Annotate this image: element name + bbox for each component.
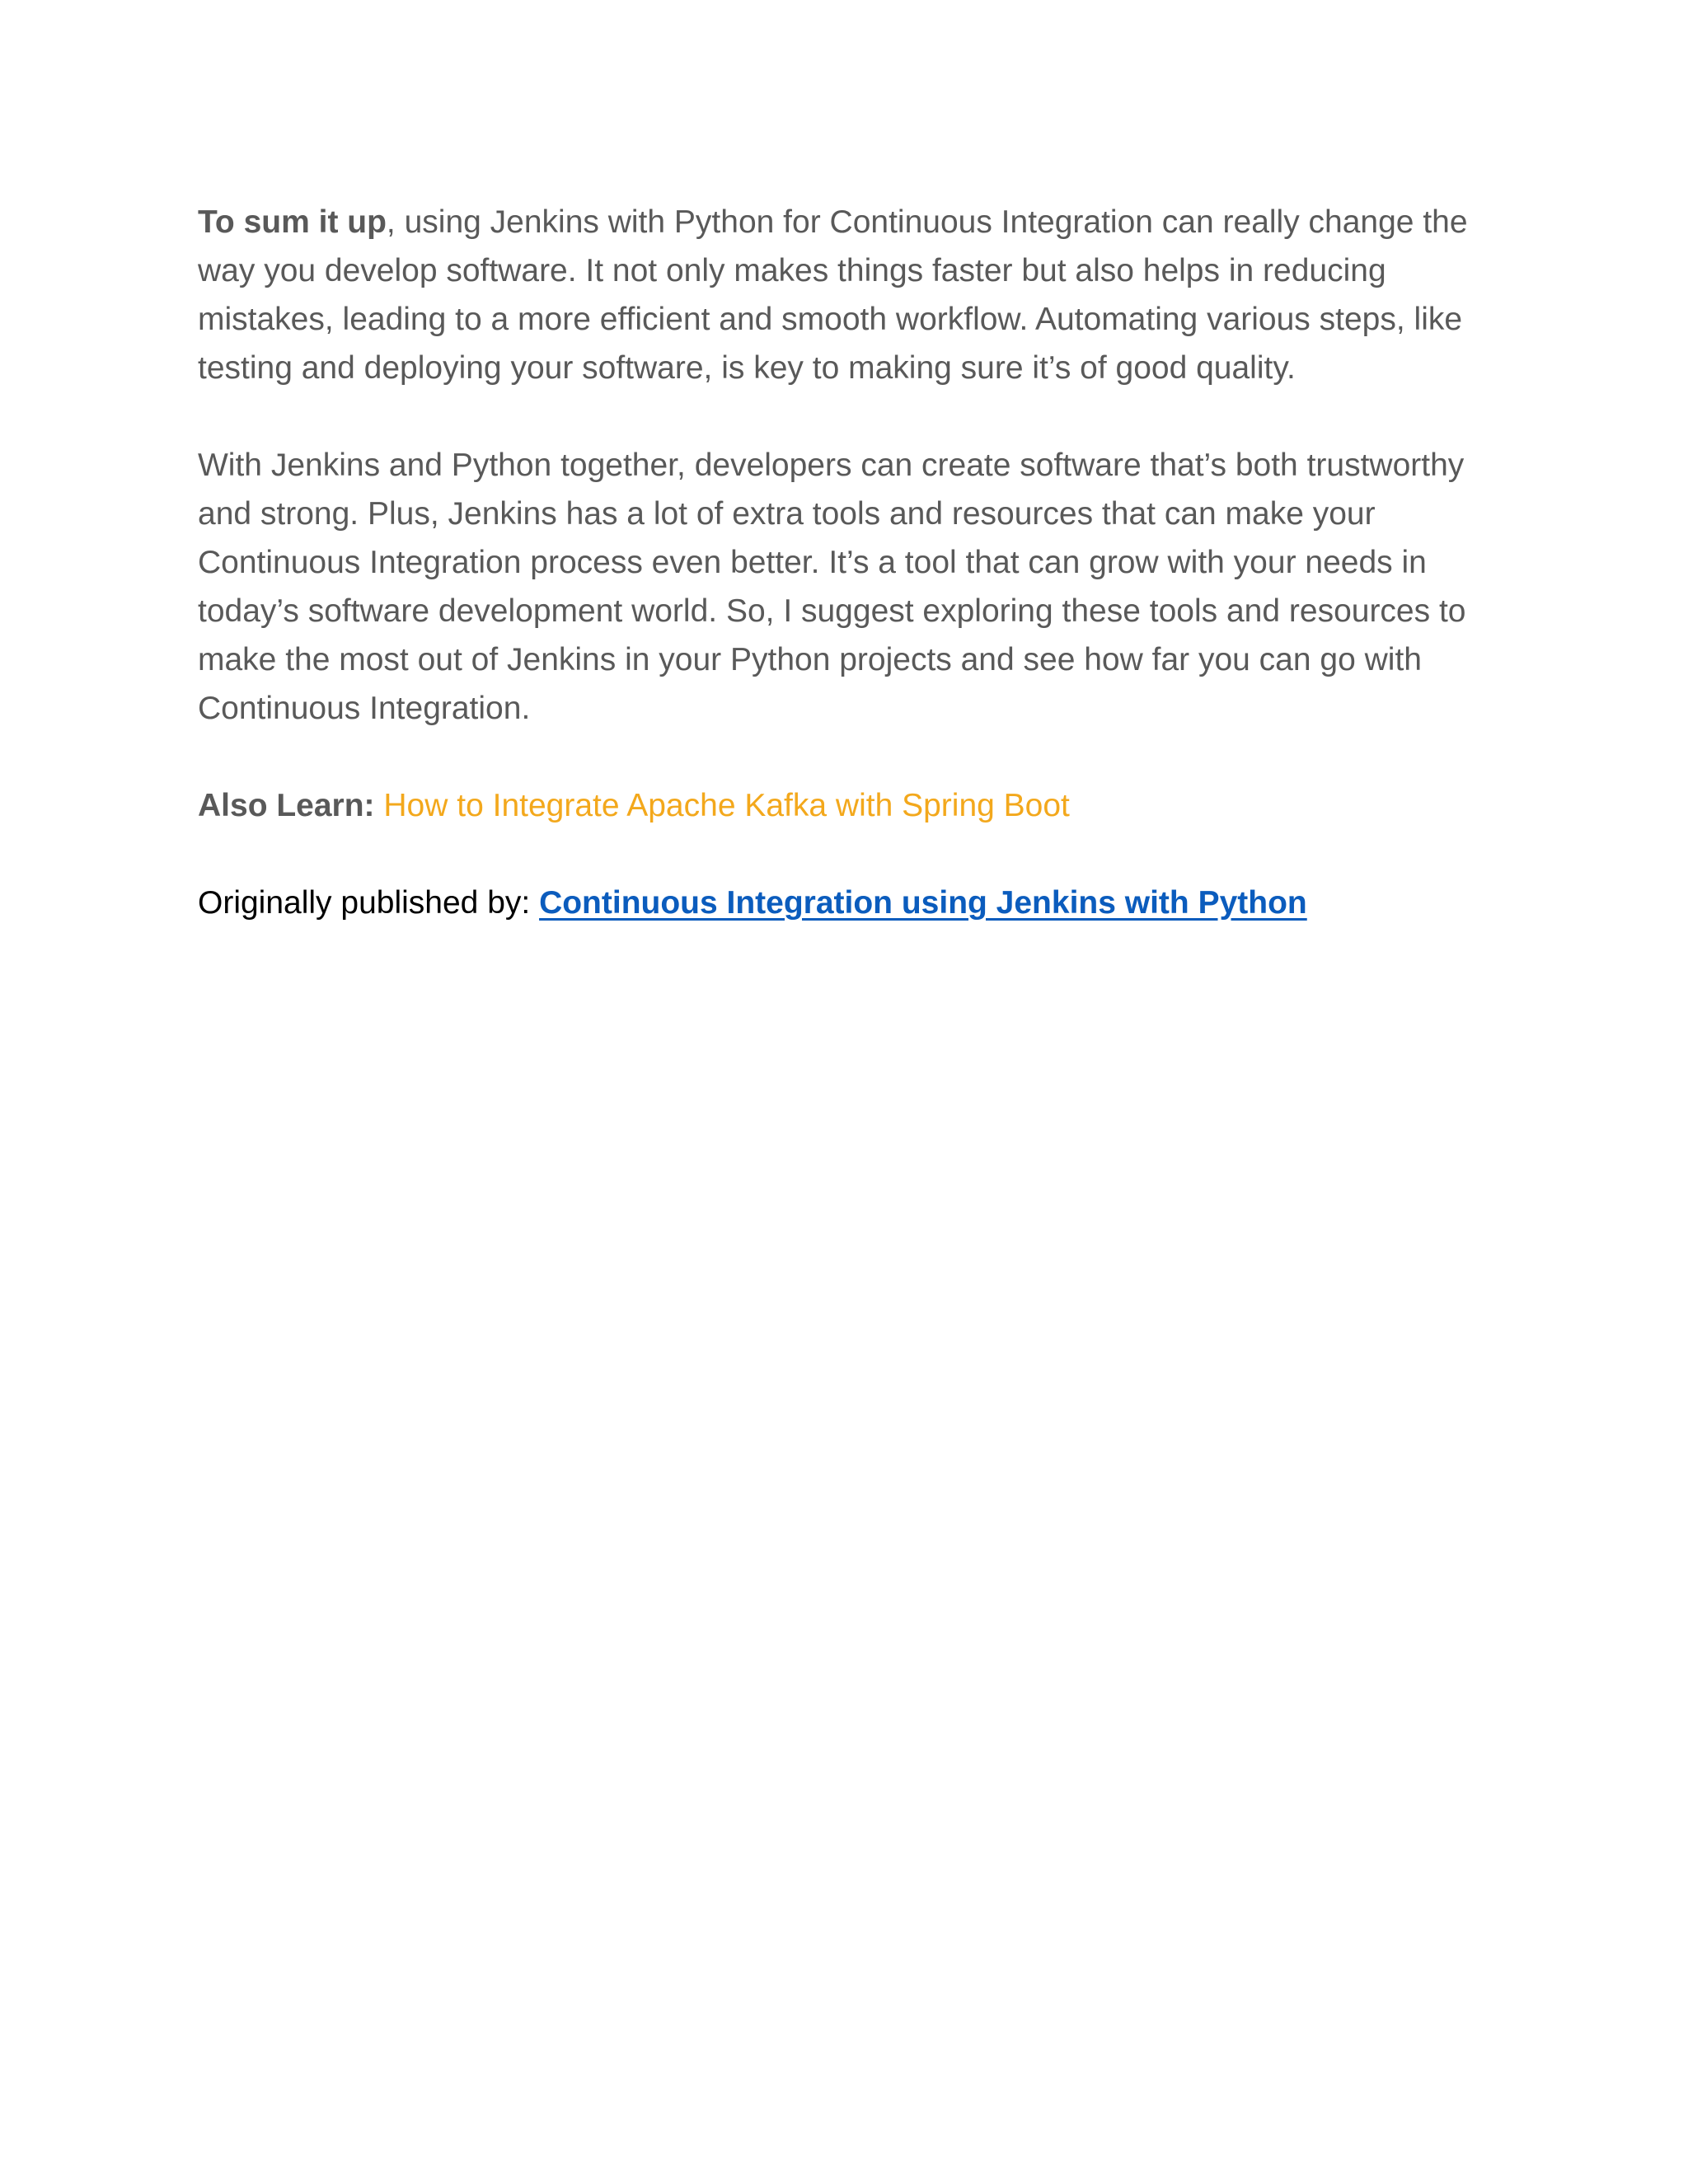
summary-paragraph (198, 198, 1500, 392)
originally-published-label: Originally published by: (198, 885, 540, 921)
jenkins-python-paragraph (198, 441, 1500, 733)
jenkins-python-text: With Jenkins and Python together, developers can create software that’s both trustworthy and strong. Plus, Jenkins has a lot of extra tools and resources that can make your Continuous Integration process even better. It’s a tool that can grow with your needs in today’s software development world. So, I suggest exploring these tools and resources to make the most out of Jenkins in your Python projects and see how far you can go with Continuous Integration. (198, 448, 1466, 726)
summary-lead: To sum it up (198, 204, 387, 240)
summary-text: , using Jenkins with Python for Continuous Integration can really change the way you develop software. It not only makes things faster but also helps in reducing mistakes, leading to a more efficient and smooth workflow. Automating various steps, like testing and deploying your software, is key to making sure it’s of good quality. (198, 204, 1468, 386)
document-content (198, 198, 1500, 976)
kafka-spring-boot-link[interactable]: How to Integrate Apache Kafka with Spring Boot (383, 788, 1070, 823)
originally-published-line (198, 879, 1500, 927)
also-learn-label: Also Learn: (198, 788, 375, 823)
original-article-link[interactable]: Continuous Integration using Jenkins with Python (539, 885, 1307, 921)
also-learn-line (198, 781, 1500, 830)
